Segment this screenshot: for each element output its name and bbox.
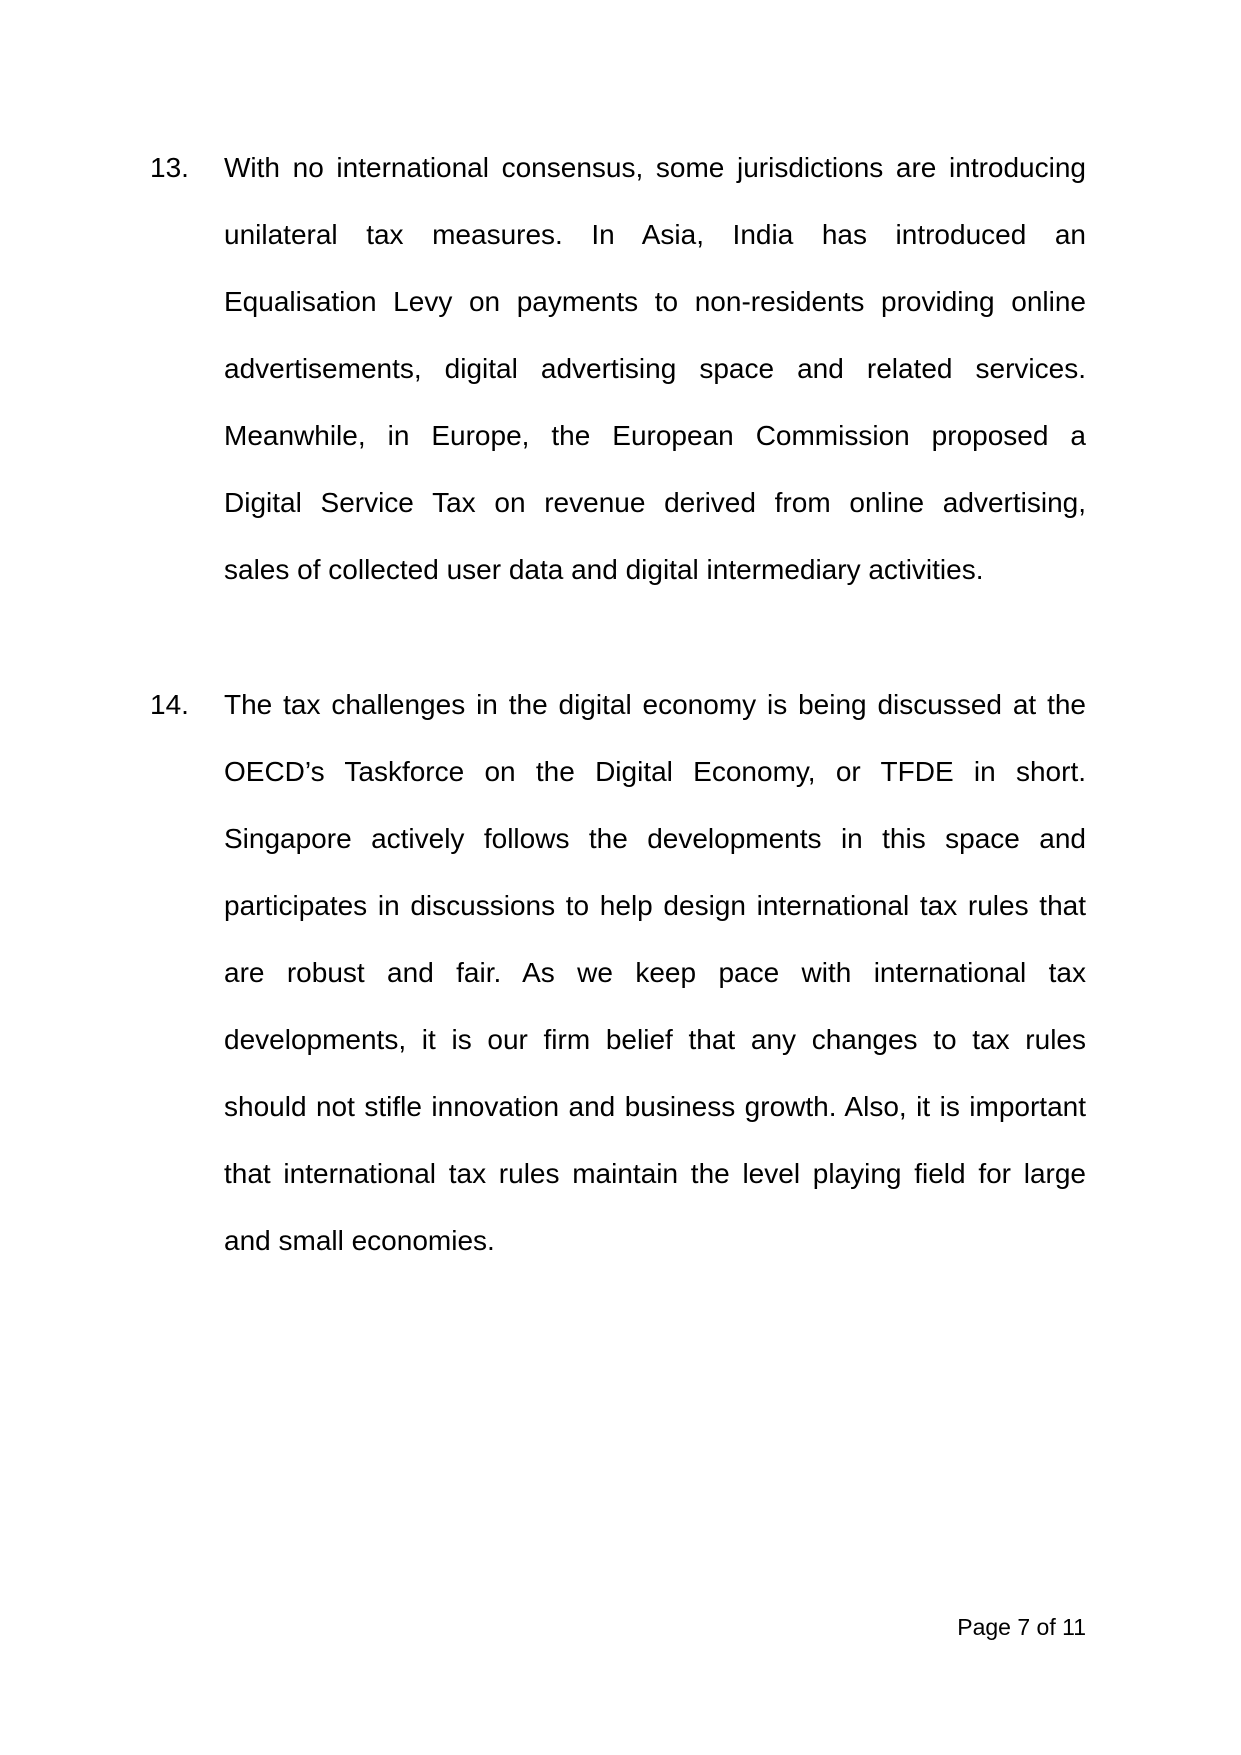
text-line: OECD’s Taskforce on the Digital Economy, or TFDE in short. <box>224 756 1086 787</box>
text-line: Meanwhile, in Europe, the European Commission proposed a <box>224 420 1086 451</box>
text-line: and small economies. <box>224 1225 495 1256</box>
text-line: advertisements, digital advertising space and related services. <box>224 353 1086 384</box>
text-line: participates in discussions to help design international tax rules that <box>224 890 1086 921</box>
text-line: should not stifle innovation and business growth. Also, it is important <box>224 1091 1086 1122</box>
text-line: With no international consensus, some jurisdictions are introducing <box>224 152 1086 183</box>
paragraph-number: 14. <box>150 689 189 720</box>
text-line: unilateral tax measures. In Asia, India has introduced an <box>224 219 1086 250</box>
paragraph-number: 13. <box>150 152 189 183</box>
text-line: Singapore actively follows the developments in this space and <box>224 823 1086 854</box>
paragraph-text <box>224 134 1086 603</box>
text-line: Digital Service Tax on revenue derived from online advertising, <box>224 487 1086 518</box>
text-line: Equalisation Levy on payments to non-residents providing online <box>224 286 1086 317</box>
page-number: Page 7 of 11 <box>957 1614 1086 1640</box>
text-line: that international tax rules maintain the level playing field for large <box>224 1158 1086 1189</box>
paragraph-text <box>224 671 1086 1274</box>
text-line: are robust and fair. As we keep pace with international tax <box>224 957 1086 988</box>
text-line: The tax challenges in the digital economy is being discussed at the <box>224 689 1086 720</box>
text-line: sales of collected user data and digital intermediary activities. <box>224 554 984 585</box>
text-line: developments, it is our firm belief that any changes to tax rules <box>224 1024 1086 1055</box>
